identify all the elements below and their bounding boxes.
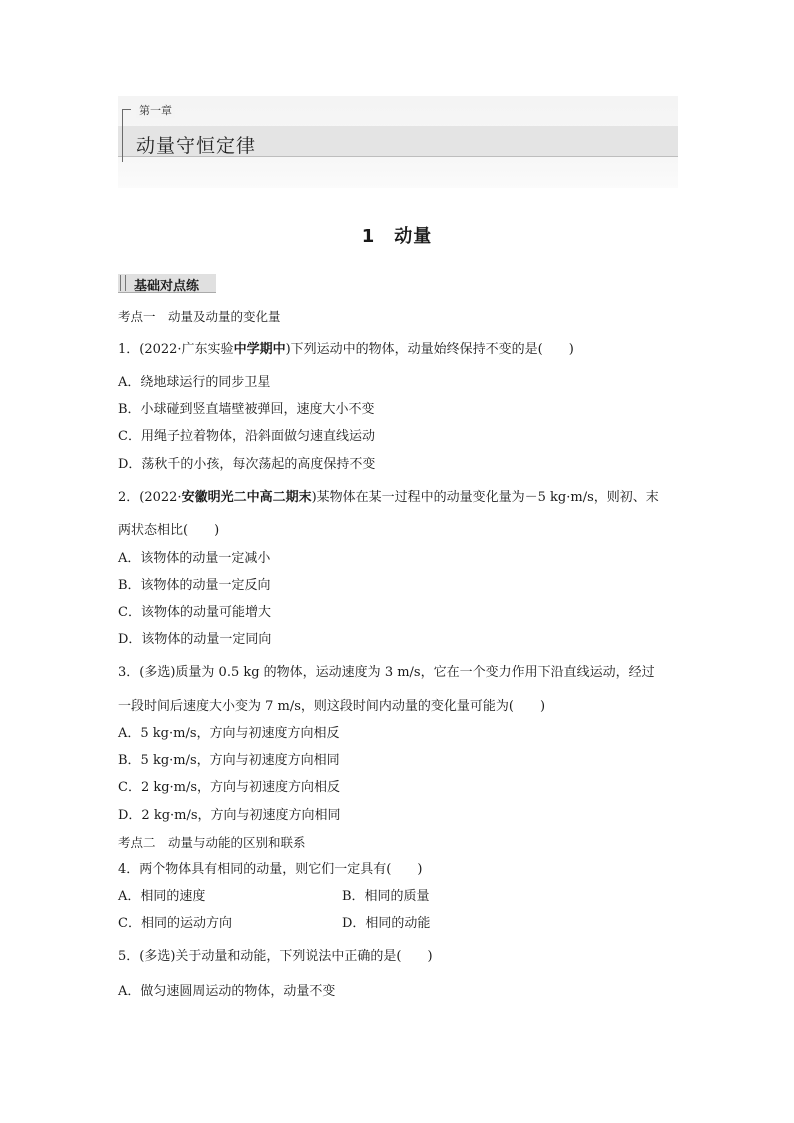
- q3-option-c: C．2 kg·m/s，方向与初速度方向相反: [118, 780, 341, 795]
- question-4-stem: 4．两个物体具有相同的动量，则它们一定具有( ): [118, 862, 423, 877]
- chapter-label: 第一章: [136, 102, 175, 118]
- kaodian-2-heading: 考点二 动量与动能的区别和联系: [118, 835, 306, 850]
- q1-option-a: A．绕地球运行的同步卫星: [118, 375, 271, 390]
- q2-source-bold: 安徽明光二中高二期末: [181, 490, 312, 505]
- q5-option-a: A．做匀速圆周运动的物体，动量不变: [118, 984, 336, 999]
- chapter-banner: [118, 96, 678, 188]
- q2-option-b: B．该物体的动量一定反向: [118, 578, 271, 593]
- q3-option-a: A．5 kg·m/s，方向与初速度方向相反: [118, 726, 340, 741]
- practice-tag-label: 基础对点练: [134, 279, 200, 294]
- question-3-stem: 3．(多选)质量为 0.5 kg 的物体，运动速度为 3 m/s，它在一个变力作用下沿直线运动，经过: [118, 665, 655, 680]
- question-5-stem: 5．(多选)关于动量和动能，下列说法中正确的是( ): [118, 949, 433, 964]
- section-title: 1 动量: [361, 226, 433, 247]
- q2-option-c: C．该物体的动量可能增大: [118, 605, 271, 620]
- q2-option-a: A．该物体的动量一定减小: [118, 551, 271, 566]
- q4-option-b: B．相同的质量: [342, 889, 430, 904]
- chapter-bracket: [122, 109, 131, 162]
- q2-stem-text-1: )某物体在某一过程中的动量变化量为－5 kg·m/s，则初、末: [311, 490, 659, 505]
- question-2-stem: [118, 490, 659, 506]
- q2-option-d: D．该物体的动量一定同向: [118, 632, 272, 647]
- kaodian-1-heading: 考点一 动量及动量的变化量: [118, 309, 281, 324]
- q3-option-b: B．5 kg·m/s，方向与初速度方向相同: [118, 753, 340, 768]
- q4-options-row-2: [118, 916, 678, 932]
- q3-stem-line-2: 一段时间后速度大小变为 7 m/s，则这段时间内动量的变化量可能为( ): [118, 699, 546, 714]
- q1-option-b: B．小球碰到竖直墙壁被弹回，速度大小不变: [118, 402, 375, 417]
- chapter-title: 动量守恒定律: [136, 135, 257, 157]
- q4-option-a: A．相同的速度: [118, 889, 206, 904]
- q4-options-row-1: [118, 889, 678, 905]
- q4-option-d: D．相同的动能: [342, 916, 431, 931]
- q4-option-c: C．相同的运动方向: [118, 916, 232, 931]
- practice-tag: [118, 274, 216, 293]
- q1-option-c: C．用绳子拉着物体，沿斜面做匀速直线运动: [118, 429, 375, 444]
- q2-stem-line-2: 两状态相比( ): [118, 523, 220, 538]
- question-1-stem: [118, 342, 574, 358]
- q1-option-d: D．荡秋千的小孩，每次荡起的高度保持不变: [118, 457, 376, 472]
- q3-option-d: D．2 kg·m/s，方向与初速度方向相同: [118, 808, 341, 823]
- q1-num: 1．(2022·广东实验: [118, 342, 234, 357]
- tag-bars-icon: [120, 275, 126, 291]
- q2-num: 2．(2022·: [118, 490, 182, 505]
- q1-source-bold: 中学期中: [233, 342, 286, 357]
- q1-stem-text: )下列运动中的物体，动量始终保持不变的是( ): [285, 342, 574, 357]
